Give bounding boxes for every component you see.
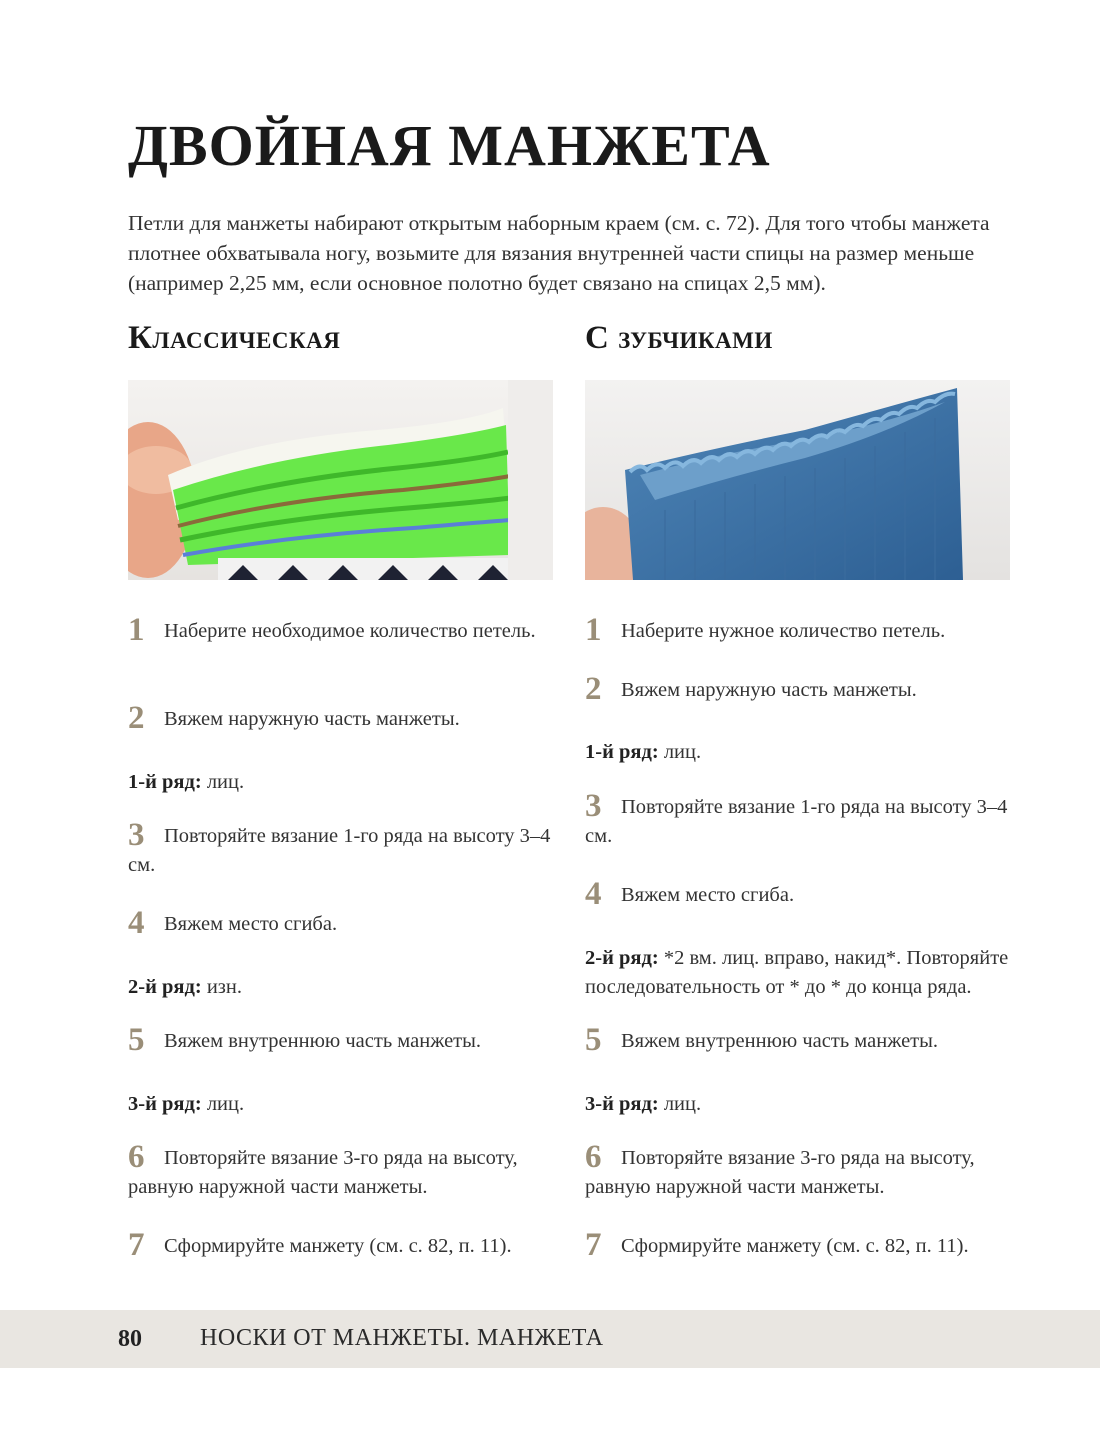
row-text: изн. [201, 976, 242, 998]
step-number: 2 [128, 700, 145, 736]
row-label: 2-й ряд: [128, 976, 202, 998]
row-text: лиц. [201, 1093, 245, 1115]
step-3 [585, 788, 1010, 851]
row-label: 1-й ряд: [585, 741, 659, 763]
row-text: *2 вм. лиц. вправо, накид*. Повторяйте последовательность от * до * до конца ряда. [585, 947, 1009, 998]
row-label: 1-й ряд: [128, 771, 202, 793]
section-heading-classic: Классическая [128, 320, 341, 356]
step-text: Вяжем внутреннюю часть манжеты. [164, 1030, 482, 1052]
row-2 [128, 973, 553, 1002]
row-text: лиц. [658, 1093, 702, 1115]
step-text: Сформируйте манжету (см. с. 82, п. 11). [621, 1235, 969, 1257]
step-7 [585, 1227, 1010, 1263]
step-text: Повторяйте вязание 3-го ряда на высоту, равную наружной части манжеты. [128, 1147, 518, 1198]
step-5 [128, 1022, 553, 1058]
step-2 [585, 671, 1010, 707]
running-section-title: НОСКИ ОТ МАНЖЕТЫ. МАНЖЕТА [200, 1325, 604, 1351]
step-number: 1 [585, 612, 602, 648]
step-number: 3 [585, 788, 602, 824]
page-number: 80 [118, 1326, 142, 1352]
row-label: 3-й ряд: [128, 1093, 202, 1115]
row-2 [585, 944, 1010, 1002]
row-3 [585, 1090, 1010, 1119]
row-1 [585, 738, 1010, 767]
step-number: 6 [585, 1139, 602, 1175]
row-3 [128, 1090, 553, 1119]
step-text: Вяжем место сгиба. [164, 913, 338, 935]
step-1 [585, 612, 1010, 648]
step-number: 7 [585, 1227, 602, 1263]
step-text: Наберите необходимое количество петель. [164, 620, 536, 642]
step-7 [128, 1227, 553, 1263]
step-5 [585, 1022, 1010, 1058]
row-label: 2-й ряд: [585, 947, 659, 969]
step-6 [585, 1139, 1010, 1202]
photo-picot-cuff [585, 380, 1010, 580]
step-number: 4 [585, 876, 602, 912]
step-1 [128, 612, 553, 648]
step-4 [128, 905, 553, 941]
step-2 [128, 700, 553, 736]
step-text: Вяжем внутреннюю часть манжеты. [621, 1030, 939, 1052]
step-6 [128, 1139, 553, 1202]
step-number: 5 [128, 1022, 145, 1058]
step-3 [128, 817, 553, 880]
row-label: 3-й ряд: [585, 1093, 659, 1115]
step-text: Вяжем наружную часть манжеты. [621, 679, 917, 701]
column-classic [128, 318, 553, 1263]
page-title: ДВОЙНАЯ МАНЖЕТА [128, 113, 771, 178]
photo-classic-cuff [128, 380, 553, 580]
step-text: Повторяйте вязание 3-го ряда на высоту, равную наружной части манжеты. [585, 1147, 975, 1198]
step-number: 1 [128, 612, 145, 648]
column-picot [585, 318, 1010, 1263]
step-text: Наберите нужное количество петель. [621, 620, 946, 642]
step-number: 4 [128, 905, 145, 941]
step-number: 6 [128, 1139, 145, 1175]
step-4 [585, 876, 1010, 912]
step-text: Повторяйте вязание 1-го ряда на высоту 3–4 см. [128, 825, 551, 876]
section-heading-picot: С зубчиками [585, 320, 773, 356]
intro-paragraph: Петли для манжеты набирают открытым наборным краем (см. с. 72). Для того чтобы манжета плотнее обхватывала ногу, возьмите для вязания внутренней части спицы на размер меньше (например 2,25 мм, если основное полотно будет связано на спицах 2,5 мм). [128, 211, 990, 295]
step-number: 2 [585, 671, 602, 707]
step-text: Сформируйте манжету (см. с. 82, п. 11). [164, 1235, 512, 1257]
step-number: 7 [128, 1227, 145, 1263]
step-text: Вяжем место сгиба. [621, 884, 795, 906]
row-text: лиц. [658, 741, 702, 763]
row-text: лиц. [201, 771, 245, 793]
step-text: Вяжем наружную часть манжеты. [164, 708, 460, 730]
page-footer [0, 1310, 1100, 1368]
step-number: 3 [128, 817, 145, 853]
step-text: Повторяйте вязание 1-го ряда на высоту 3–4 см. [585, 796, 1008, 847]
row-1 [128, 768, 553, 797]
step-number: 5 [585, 1022, 602, 1058]
